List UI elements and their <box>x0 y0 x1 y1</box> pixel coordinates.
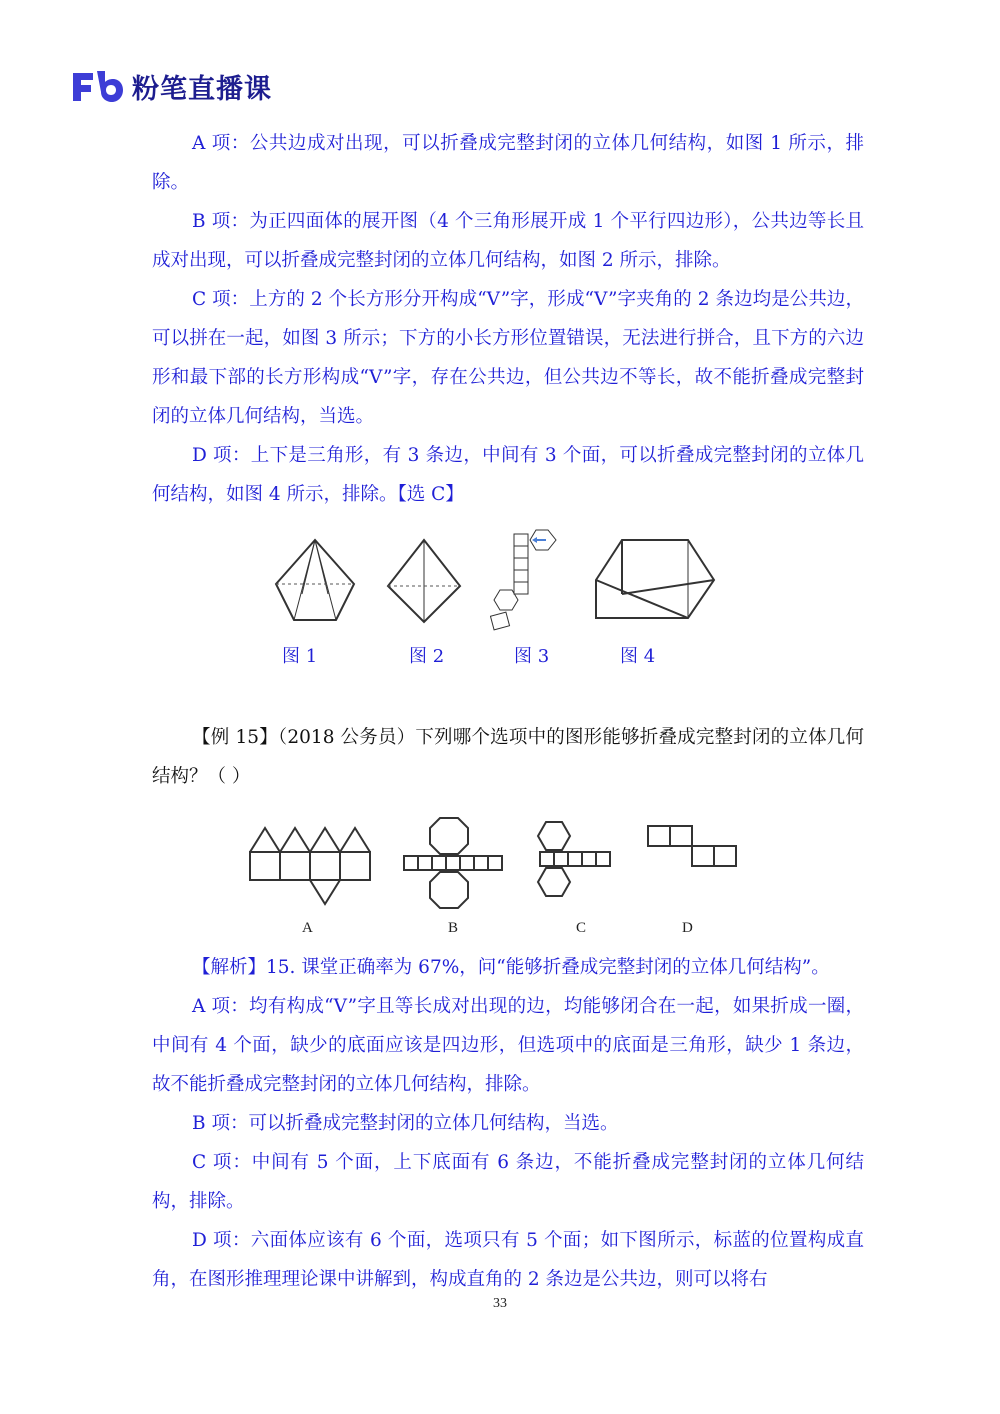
option-b-figure <box>402 814 512 918</box>
analysis-option-b: B 项：可以折叠成完整封闭的立体几何结构，当选。 <box>192 1113 619 1134</box>
options-row <box>152 808 864 948</box>
figure-4-prism <box>592 536 718 622</box>
option-c-label: C <box>576 920 587 936</box>
page-number: 33 <box>493 1296 507 1311</box>
brand-logo <box>70 66 272 106</box>
analysis-option-c: C 项：中间有 5 个面，上下底面有 6 条边，不能折叠成完整封闭的立体几何结构，排除。 <box>152 1152 864 1212</box>
figure-4-caption: 图 4 <box>620 646 656 667</box>
brand-name: 粉笔直播课 <box>132 73 272 105</box>
option-c-explanation: C 项：上方的 2 个长方形分开构成“V”字，形成“V”字夹角的 2 条边均是公共边，可以拼在一起，如图 3 所示；下方的小长方形位置错误，无法进行拼合，且下方的六边形和最下部的长方形构成“V”字，存在公共边，但公共边不等长，故不能折叠成完整封闭的立体几何结构，当选。 <box>152 289 864 427</box>
fenbi-logo-icon <box>70 69 124 103</box>
analysis-option-a: A 项：均有构成“V”字且等长成对出现的边，均能够闭合在一起，如果折成一圈，中间有 4 个面，缺少的底面应该是四边形，但选项中的底面是三角形，缺少 1 条边，故不能折叠成完整封闭的立体几何结构，排除。 <box>152 996 864 1095</box>
figure-3-caption: 图 3 <box>514 646 550 667</box>
option-c-figure <box>536 818 636 914</box>
figure-2-caption: 图 2 <box>409 646 445 667</box>
analysis-option-d: D 项：六面体应该有 6 个面，选项只有 5 个面；如下图所示，标蓝的位置构成直角，在图形推理理论课中讲解到，构成直角的 2 条边是公共边，则可以将右 <box>152 1230 864 1290</box>
page-content <box>152 124 864 1299</box>
figure-2-tetrahedron <box>384 536 464 626</box>
option-d-figure <box>646 822 738 882</box>
figure-1-caption: 图 1 <box>282 646 318 667</box>
figures-row <box>152 516 864 686</box>
figure-1-pyramid <box>272 536 358 626</box>
option-a-label: A <box>302 920 313 936</box>
option-b-label: B <box>448 920 459 936</box>
figure-3-net <box>490 526 562 638</box>
option-a-explanation: A 项：公共边成对出现，可以折叠成完整封闭的立体几何结构，如图 1 所示，排除。 <box>152 133 864 193</box>
option-d-label: D <box>682 920 693 936</box>
option-a-figure <box>246 824 380 908</box>
option-b-explanation: B 项：为正四面体的展开图（4 个三角形展开成 1 个平行四边形），公共边等长且成对出现，可以折叠成完整封闭的立体几何结构，如图 2 所示，排除。 <box>152 211 864 271</box>
example-question: 【例 15】（2018 公务员）下列哪个选项中的图形能够折叠成完整封闭的立体几何结构？（ ） <box>152 727 864 787</box>
analysis-intro: 【解析】15. 课堂正确率为 67%，问“能够折叠成完整封闭的立体几何结构”。 <box>192 957 830 978</box>
option-d-explanation: D 项：上下是三角形，有 3 条边，中间有 3 个面，可以折叠成完整封闭的立体几何结构，如图 4 所示，排除。【选 C】 <box>152 445 864 505</box>
